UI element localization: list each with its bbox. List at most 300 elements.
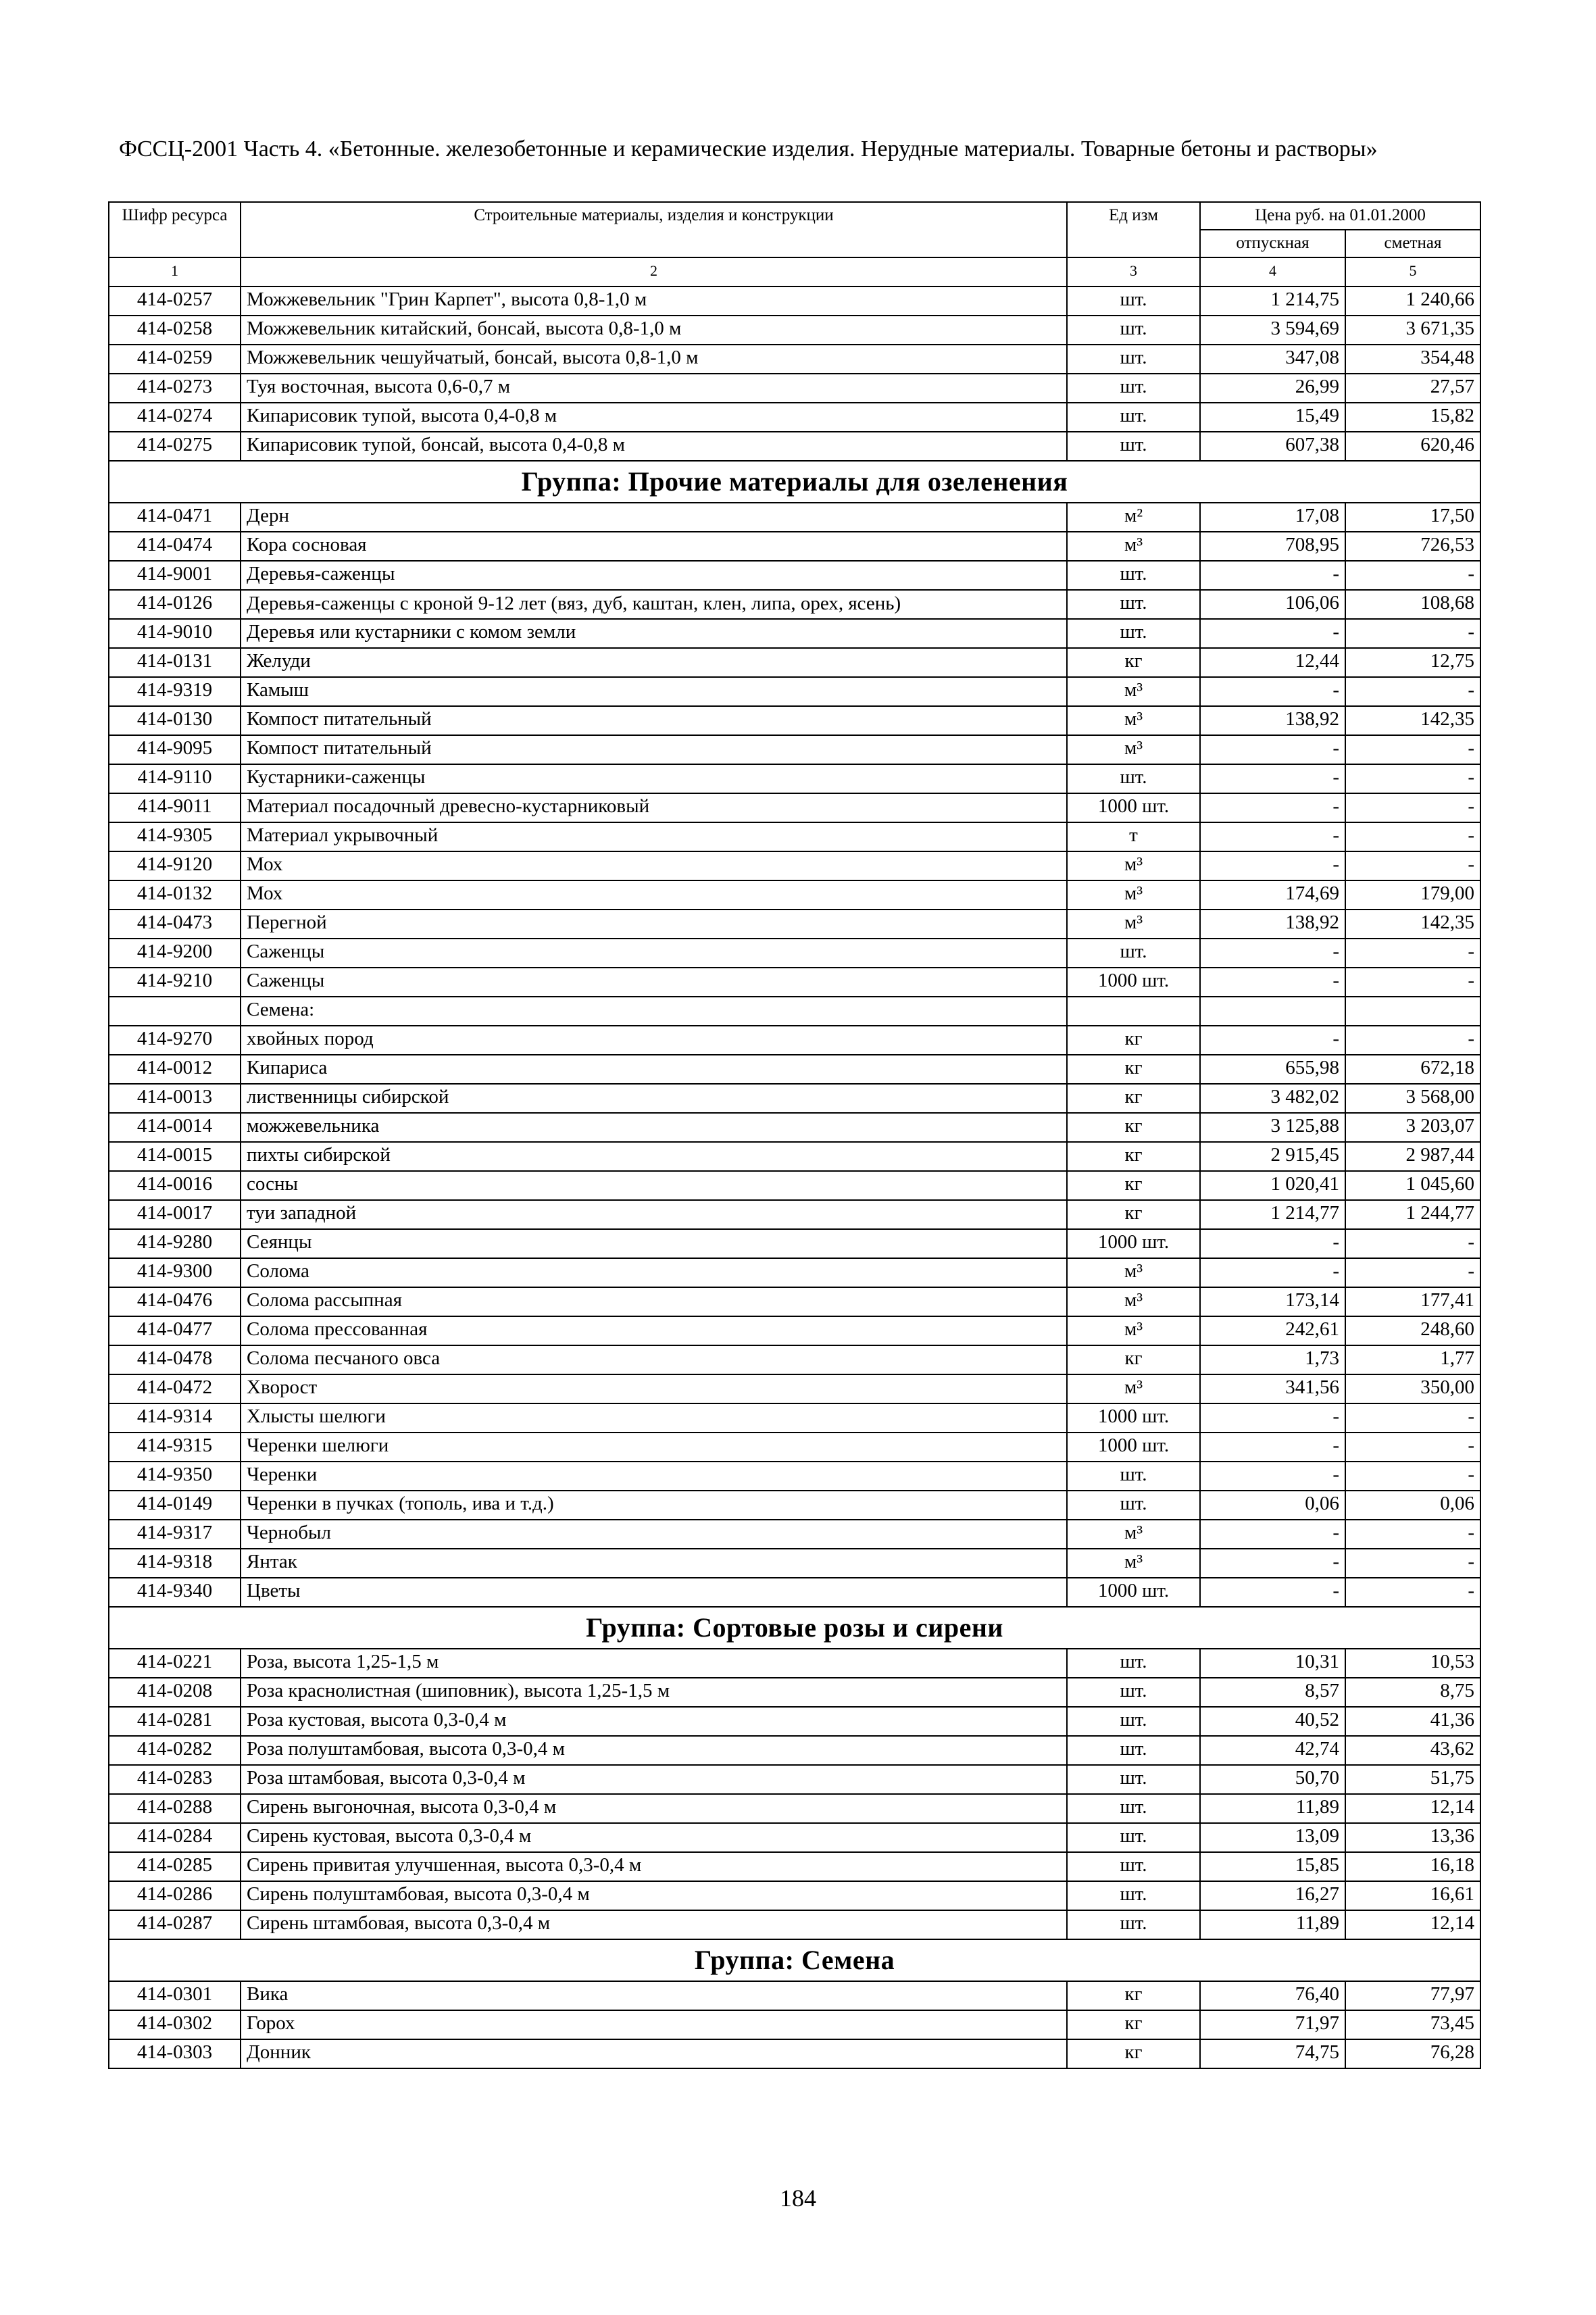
release-price-cell: 15,49 [1200, 403, 1345, 432]
material-name-cell: Донник [241, 2039, 1067, 2068]
estimate-price-cell: 15,82 [1345, 403, 1480, 432]
estimate-price-cell: - [1345, 1520, 1480, 1549]
price-table-container [108, 201, 1480, 2069]
release-price-cell: - [1200, 1462, 1345, 1491]
resource-code-cell: 414-9110 [109, 764, 241, 793]
release-price-cell: - [1200, 1026, 1345, 1055]
estimate-price-cell: 2 987,44 [1345, 1142, 1480, 1171]
resource-code-cell: 414-0472 [109, 1374, 241, 1403]
resource-code-cell: 414-0132 [109, 880, 241, 910]
material-name-cell: Сирень полуштамбовая, высота 0,3-0,4 м [241, 1881, 1067, 1910]
material-name-cell: Компост питательный [241, 706, 1067, 735]
table-row [109, 1258, 1480, 1287]
table-row [109, 1055, 1480, 1084]
table-row [109, 1462, 1480, 1491]
estimate-price-cell: - [1345, 1433, 1480, 1462]
table-row [109, 1345, 1480, 1374]
table-row [109, 1433, 1480, 1462]
estimate-price-cell: 10,53 [1345, 1649, 1480, 1678]
unit-cell: м³ [1067, 1258, 1200, 1287]
unit-cell: кг [1067, 1026, 1200, 1055]
material-name-cell: Кипарисовик тупой, высота 0,4-0,8 м [241, 403, 1067, 432]
estimate-price-cell: 73,45 [1345, 2010, 1480, 2039]
estimate-price-cell: 1,77 [1345, 1345, 1480, 1374]
table-row [109, 1026, 1480, 1055]
resource-code-cell: 414-0257 [109, 287, 241, 316]
material-name-cell: сосны [241, 1171, 1067, 1200]
estimate-price-cell: - [1345, 968, 1480, 997]
table-row [109, 910, 1480, 939]
estimate-price-cell: 248,60 [1345, 1316, 1480, 1345]
table-row [109, 880, 1480, 910]
table-row [109, 1678, 1480, 1707]
release-price-cell: - [1200, 677, 1345, 706]
material-name-cell: Сирень штамбовая, высота 0,3-0,4 м [241, 1910, 1067, 1939]
group-title: Группа: Семена [109, 1939, 1480, 1981]
material-name-cell: Туя восточная, высота 0,6-0,7 м [241, 374, 1067, 403]
column-header-estimate-price: сметная [1345, 230, 1480, 257]
resource-code-cell: 414-0149 [109, 1491, 241, 1520]
release-price-cell: - [1200, 561, 1345, 590]
resource-code-cell: 414-0301 [109, 1981, 241, 2010]
unit-cell: 1000 шт. [1067, 1433, 1200, 1462]
material-name-cell: Сирень кустовая, высота 0,3-0,4 м [241, 1823, 1067, 1852]
estimate-price-cell: 16,18 [1345, 1852, 1480, 1881]
table-row [109, 2010, 1480, 2039]
estimate-price-cell: 12,75 [1345, 648, 1480, 677]
release-price-cell: 655,98 [1200, 1055, 1345, 1084]
unit-cell: шт. [1067, 1491, 1200, 1520]
group-header-row [109, 1607, 1480, 1649]
release-price-cell: 0,06 [1200, 1491, 1345, 1520]
resource-code-cell: 414-9200 [109, 939, 241, 968]
estimate-price-cell: - [1345, 822, 1480, 851]
table-row [109, 1113, 1480, 1142]
release-price-cell: 242,61 [1200, 1316, 1345, 1345]
material-name-cell: Роза штамбовая, высота 0,3-0,4 м [241, 1765, 1067, 1794]
resource-code-cell: 414-0302 [109, 2010, 241, 2039]
unit-cell: шт. [1067, 939, 1200, 968]
material-name-cell: Мох [241, 880, 1067, 910]
resource-code-cell: 414-0016 [109, 1171, 241, 1200]
resource-code-cell: 414-0471 [109, 503, 241, 532]
unit-cell: м³ [1067, 1374, 1200, 1403]
material-name-cell: Саженцы [241, 968, 1067, 997]
material-name-cell: Камыш [241, 677, 1067, 706]
estimate-price-cell: 17,50 [1345, 503, 1480, 532]
resource-code-cell: 414-0474 [109, 532, 241, 561]
release-price-cell: - [1200, 1433, 1345, 1462]
unit-cell: кг [1067, 648, 1200, 677]
unit-cell: кг [1067, 1981, 1200, 2010]
resource-code-cell: 414-0014 [109, 1113, 241, 1142]
table-row [109, 1229, 1480, 1258]
table-row [109, 1084, 1480, 1113]
unit-cell: шт. [1067, 1736, 1200, 1765]
unit-cell: м² [1067, 503, 1200, 532]
material-name-cell: Солома песчаного овса [241, 1345, 1067, 1374]
material-name-cell: Вика [241, 1981, 1067, 2010]
material-name-cell: Деревья-саженцы с кроной 9-12 лет (вяз, дуб, каштан, клен, липа, орех, ясень) [241, 590, 1067, 619]
material-name-cell: Горох [241, 2010, 1067, 2039]
column-header-name: Строительные материалы, изделия и конструкции [241, 202, 1067, 257]
material-name-cell: Желуди [241, 648, 1067, 677]
table-row [109, 374, 1480, 403]
unit-cell: м³ [1067, 1549, 1200, 1578]
material-name-cell: Роза краснолистная (шиповник), высота 1,25-1,5 м [241, 1678, 1067, 1707]
table-row [109, 432, 1480, 461]
resource-code-cell: 414-9095 [109, 735, 241, 764]
resource-code-cell: 414-0476 [109, 1287, 241, 1316]
release-price-cell: 3 125,88 [1200, 1113, 1345, 1142]
release-price-cell: - [1200, 939, 1345, 968]
release-price-cell: 1 020,41 [1200, 1171, 1345, 1200]
column-number: 5 [1345, 257, 1480, 287]
table-row [109, 532, 1480, 561]
resource-code-cell: 414-9120 [109, 851, 241, 880]
table-row [109, 1200, 1480, 1229]
release-price-cell: 8,57 [1200, 1678, 1345, 1707]
material-name-cell: Черенки [241, 1462, 1067, 1491]
estimate-price-cell: 13,36 [1345, 1823, 1480, 1852]
estimate-price-cell: 76,28 [1345, 2039, 1480, 2068]
release-price-cell: 607,38 [1200, 432, 1345, 461]
release-price-cell: 1,73 [1200, 1345, 1345, 1374]
resource-code-cell: 414-0274 [109, 403, 241, 432]
table-row [109, 793, 1480, 822]
release-price-cell: 42,74 [1200, 1736, 1345, 1765]
material-name-cell: Хлысты шелюги [241, 1403, 1067, 1433]
unit-cell: м³ [1067, 735, 1200, 764]
release-price-cell: 11,89 [1200, 1910, 1345, 1939]
resource-code-cell: 414-0017 [109, 1200, 241, 1229]
column-number: 2 [241, 257, 1067, 287]
unit-cell: шт. [1067, 1765, 1200, 1794]
column-header-price: Цена руб. на 01.01.2000 [1200, 202, 1480, 230]
resource-code-cell: 414-0275 [109, 432, 241, 461]
resource-code-cell: 414-9318 [109, 1549, 241, 1578]
resource-code-cell: 414-9305 [109, 822, 241, 851]
estimate-price-cell: - [1345, 561, 1480, 590]
estimate-price-cell: 51,75 [1345, 1765, 1480, 1794]
page-number: 184 [780, 2185, 816, 2212]
material-name-cell: Роза, высота 1,25-1,5 м [241, 1649, 1067, 1678]
release-price-cell: - [1200, 735, 1345, 764]
table-row [109, 764, 1480, 793]
resource-code-cell: 414-0126 [109, 590, 241, 619]
unit-cell: м³ [1067, 880, 1200, 910]
resource-code-cell: 414-9280 [109, 1229, 241, 1258]
table-row [109, 1374, 1480, 1403]
resource-code-cell: 414-0259 [109, 345, 241, 374]
release-price-cell: 138,92 [1200, 706, 1345, 735]
table-row [109, 1736, 1480, 1765]
material-name-cell: хвойных пород [241, 1026, 1067, 1055]
resource-code-cell: 414-9210 [109, 968, 241, 997]
release-price-cell: - [1200, 968, 1345, 997]
estimate-price-cell: 0,06 [1345, 1491, 1480, 1520]
table-row [109, 648, 1480, 677]
unit-cell: м³ [1067, 532, 1200, 561]
release-price-cell: - [1200, 822, 1345, 851]
release-price-cell: 347,08 [1200, 345, 1345, 374]
unit-cell: м³ [1067, 1520, 1200, 1549]
material-name-cell: Сирень выгоночная, высота 0,3-0,4 м [241, 1794, 1067, 1823]
table-row [109, 1403, 1480, 1433]
release-price-cell: - [1200, 851, 1345, 880]
resource-code-cell: 414-0284 [109, 1823, 241, 1852]
release-price-cell: 13,09 [1200, 1823, 1345, 1852]
unit-cell: кг [1067, 1084, 1200, 1113]
estimate-price-cell: 108,68 [1345, 590, 1480, 619]
release-price-cell: 12,44 [1200, 648, 1345, 677]
resource-code-cell: 414-0221 [109, 1649, 241, 1678]
material-name-cell: лиственницы сибирской [241, 1084, 1067, 1113]
resource-code-cell: 414-9340 [109, 1578, 241, 1607]
resource-code-cell [109, 997, 241, 1026]
table-row [109, 1171, 1480, 1200]
release-price-cell: 26,99 [1200, 374, 1345, 403]
release-price-cell: - [1200, 1578, 1345, 1607]
estimate-price-cell: - [1345, 793, 1480, 822]
table-row [109, 1910, 1480, 1939]
resource-code-cell: 414-9350 [109, 1462, 241, 1491]
table-row [109, 345, 1480, 374]
release-price-cell [1200, 997, 1345, 1026]
estimate-price-cell [1345, 997, 1480, 1026]
table-row [109, 1316, 1480, 1345]
unit-cell [1067, 997, 1200, 1026]
estimate-price-cell: - [1345, 1026, 1480, 1055]
estimate-price-cell: 16,61 [1345, 1881, 1480, 1910]
unit-cell: шт. [1067, 345, 1200, 374]
table-row [109, 403, 1480, 432]
estimate-price-cell: 1 240,66 [1345, 287, 1480, 316]
material-name-cell: Компост питательный [241, 735, 1067, 764]
release-price-cell: 174,69 [1200, 880, 1345, 910]
material-name-cell: Чернобыл [241, 1520, 1067, 1549]
release-price-cell: 15,85 [1200, 1852, 1345, 1881]
resource-code-cell: 414-9314 [109, 1403, 241, 1433]
unit-cell: шт. [1067, 1794, 1200, 1823]
group-title: Группа: Прочие материалы для озеленения [109, 461, 1480, 503]
material-name-cell: Кустарники-саженцы [241, 764, 1067, 793]
estimate-price-cell: - [1345, 1578, 1480, 1607]
table-row [109, 316, 1480, 345]
release-price-cell: - [1200, 1258, 1345, 1287]
release-price-cell: 74,75 [1200, 2039, 1345, 2068]
unit-cell: кг [1067, 1055, 1200, 1084]
resource-code-cell: 414-0131 [109, 648, 241, 677]
estimate-price-cell: 350,00 [1345, 1374, 1480, 1403]
resource-code-cell: 414-9270 [109, 1026, 241, 1055]
unit-cell: кг [1067, 1113, 1200, 1142]
table-row [109, 997, 1480, 1026]
estimate-price-cell: - [1345, 1549, 1480, 1578]
table-row [109, 287, 1480, 316]
unit-cell: кг [1067, 1171, 1200, 1200]
table-row [109, 1549, 1480, 1578]
estimate-price-cell: 1 045,60 [1345, 1171, 1480, 1200]
resource-code-cell: 414-0303 [109, 2039, 241, 2068]
material-name-cell: пихты сибирской [241, 1142, 1067, 1171]
unit-cell: кг [1067, 2010, 1200, 2039]
table-row [109, 619, 1480, 648]
resource-code-cell: 414-0130 [109, 706, 241, 735]
unit-cell: шт. [1067, 316, 1200, 345]
resource-code-cell: 414-9001 [109, 561, 241, 590]
unit-cell: 1000 шт. [1067, 968, 1200, 997]
estimate-price-cell: 27,57 [1345, 374, 1480, 403]
material-name-cell: Кипарисовик тупой, бонсай, высота 0,4-0,8 м [241, 432, 1067, 461]
estimate-price-cell: - [1345, 1229, 1480, 1258]
unit-cell: 1000 шт. [1067, 793, 1200, 822]
unit-cell: шт. [1067, 1707, 1200, 1736]
table-row [109, 1852, 1480, 1881]
table-row [109, 1649, 1480, 1678]
column-number: 3 [1067, 257, 1200, 287]
material-name-cell: Деревья-саженцы [241, 561, 1067, 590]
release-price-cell: - [1200, 1403, 1345, 1433]
estimate-price-cell: 12,14 [1345, 1910, 1480, 1939]
unit-cell: м³ [1067, 677, 1200, 706]
document-title: ФССЦ-2001 Часть 4. «Бетонные. железобетонные и керамические изделия. Нерудные материалы. Товарные бетоны и растворы» [119, 136, 1378, 161]
estimate-price-cell: - [1345, 1462, 1480, 1491]
unit-cell: 1000 шт. [1067, 1229, 1200, 1258]
estimate-price-cell: - [1345, 764, 1480, 793]
table-row [109, 706, 1480, 735]
table-row [109, 590, 1480, 619]
unit-cell: шт. [1067, 1823, 1200, 1852]
material-name-cell: Хворост [241, 1374, 1067, 1403]
table-row [109, 1142, 1480, 1171]
material-name-cell: Материал укрывочный [241, 822, 1067, 851]
table-row [109, 1578, 1480, 1607]
material-name-cell: Роза кустовая, высота 0,3-0,4 м [241, 1707, 1067, 1736]
unit-cell: шт. [1067, 287, 1200, 316]
material-name-cell: Саженцы [241, 939, 1067, 968]
column-header-code: Шифр ресурса [109, 202, 241, 257]
unit-cell: шт. [1067, 561, 1200, 590]
material-name-cell: Сирень привитая улучшенная, высота 0,3-0,4 м [241, 1852, 1067, 1881]
table-row [109, 1823, 1480, 1852]
material-name-cell: Кипариса [241, 1055, 1067, 1084]
material-name-cell: туи западной [241, 1200, 1067, 1229]
material-name-cell: Мох [241, 851, 1067, 880]
material-name-cell: Черенки в пучках (тополь, ива и т.д.) [241, 1491, 1067, 1520]
table-row [109, 2039, 1480, 2068]
release-price-cell: 50,70 [1200, 1765, 1345, 1794]
unit-cell: кг [1067, 1345, 1200, 1374]
unit-cell: шт. [1067, 1910, 1200, 1939]
estimate-price-cell: 3 568,00 [1345, 1084, 1480, 1113]
release-price-cell: 708,95 [1200, 532, 1345, 561]
estimate-price-cell: - [1345, 851, 1480, 880]
resource-code-cell: 414-9319 [109, 677, 241, 706]
estimate-price-cell: 3 203,07 [1345, 1113, 1480, 1142]
estimate-price-cell: - [1345, 619, 1480, 648]
material-name-cell: Можжевельник "Грин Карпет", высота 0,8-1,0 м [241, 287, 1067, 316]
release-price-cell: 173,14 [1200, 1287, 1345, 1316]
resource-code-cell: 414-0283 [109, 1765, 241, 1794]
estimate-price-cell: 179,00 [1345, 880, 1480, 910]
price-table [108, 201, 1481, 2069]
release-price-cell: 16,27 [1200, 1881, 1345, 1910]
resource-code-cell: 414-9011 [109, 793, 241, 822]
estimate-price-cell: 77,97 [1345, 1981, 1480, 2010]
material-name-cell: Можжевельник чешуйчатый, бонсай, высота 0,8-1,0 м [241, 345, 1067, 374]
release-price-cell: 106,06 [1200, 590, 1345, 619]
table-row [109, 822, 1480, 851]
material-name-cell: Дерн [241, 503, 1067, 532]
material-name-cell: Янтак [241, 1549, 1067, 1578]
material-name-cell: Кора сосновая [241, 532, 1067, 561]
column-number: 4 [1200, 257, 1345, 287]
resource-code-cell: 414-0015 [109, 1142, 241, 1171]
table-row [109, 1707, 1480, 1736]
column-header-unit: Ед изм [1067, 202, 1200, 257]
resource-code-cell: 414-0287 [109, 1910, 241, 1939]
unit-cell: м³ [1067, 851, 1200, 880]
estimate-price-cell: - [1345, 1258, 1480, 1287]
material-name-cell: Черенки шелюги [241, 1433, 1067, 1462]
release-price-cell: 2 915,45 [1200, 1142, 1345, 1171]
release-price-cell: 3 594,69 [1200, 316, 1345, 345]
estimate-price-cell: 142,35 [1345, 910, 1480, 939]
table-row [109, 735, 1480, 764]
table-row [109, 1981, 1480, 2010]
release-price-cell: 1 214,77 [1200, 1200, 1345, 1229]
estimate-price-cell: 3 671,35 [1345, 316, 1480, 345]
release-price-cell: 1 214,75 [1200, 287, 1345, 316]
unit-cell: м³ [1067, 706, 1200, 735]
unit-cell: шт. [1067, 764, 1200, 793]
release-price-cell: - [1200, 764, 1345, 793]
unit-cell: шт. [1067, 1649, 1200, 1678]
estimate-price-cell: 726,53 [1345, 532, 1480, 561]
resource-code-cell: 414-0473 [109, 910, 241, 939]
release-price-cell: 3 482,02 [1200, 1084, 1345, 1113]
material-name-cell: Солома рассыпная [241, 1287, 1067, 1316]
estimate-price-cell: - [1345, 735, 1480, 764]
group-header-row [109, 1939, 1480, 1981]
estimate-price-cell: 354,48 [1345, 345, 1480, 374]
release-price-cell: 341,56 [1200, 1374, 1345, 1403]
material-name-cell: Солома прессованная [241, 1316, 1067, 1345]
resource-code-cell: 414-0285 [109, 1852, 241, 1881]
estimate-price-cell: 43,62 [1345, 1736, 1480, 1765]
material-name-cell: Деревья или кустарники с комом земли [241, 619, 1067, 648]
release-price-cell: - [1200, 1520, 1345, 1549]
unit-cell: шт. [1067, 590, 1200, 619]
release-price-cell: - [1200, 1549, 1345, 1578]
estimate-price-cell: - [1345, 677, 1480, 706]
release-price-cell: 138,92 [1200, 910, 1345, 939]
estimate-price-cell: 620,46 [1345, 432, 1480, 461]
material-name-cell: Сеянцы [241, 1229, 1067, 1258]
resource-code-cell: 414-9010 [109, 619, 241, 648]
unit-cell: м³ [1067, 1316, 1200, 1345]
material-name-cell: Роза полуштамбовая, высота 0,3-0,4 м [241, 1736, 1067, 1765]
material-name-cell: Материал посадочный древесно-кустарниковый [241, 793, 1067, 822]
release-price-cell: 71,97 [1200, 2010, 1345, 2039]
table-row [109, 1491, 1480, 1520]
estimate-price-cell: - [1345, 1403, 1480, 1433]
table-row [109, 1881, 1480, 1910]
estimate-price-cell: 1 244,77 [1345, 1200, 1480, 1229]
unit-cell: шт. [1067, 1462, 1200, 1491]
resource-code-cell: 414-9317 [109, 1520, 241, 1549]
